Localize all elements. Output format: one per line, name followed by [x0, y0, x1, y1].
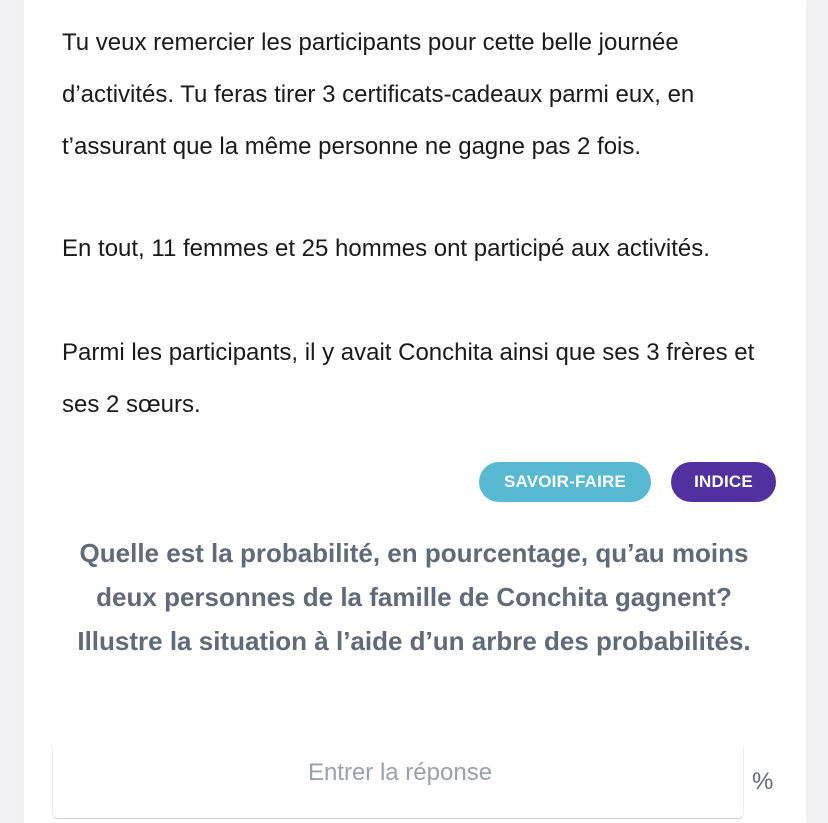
statement-paragraph-1: Tu veux remercier les participants pour cette belle journée d’activités. Tu feras tirer 3 certificats-cadeaux parmi eux, en t’assurant que la même personne ne gagne pas 2 fois.	[62, 29, 695, 160]
indice-button[interactable]: INDICE	[671, 462, 776, 502]
answer-input[interactable]	[53, 750, 747, 796]
answer-field-container	[52, 746, 744, 819]
savoir-faire-button[interactable]: SAVOIR-FAIRE	[479, 462, 651, 502]
statement-paragraph-3: Parmi les participants, il y avait Conchita ainsi que ses 3 frères et ses 2 sœurs.	[62, 339, 755, 418]
question-text: Quelle est la probabilité, en pourcentage, qu’au moins deux personnes de la famille de Conchita gagnent? Illustre la situation à l’aide d’un arbre des probabilités.	[77, 538, 751, 656]
exercise-card	[24, 0, 806, 823]
statement-paragraph-2: En tout, 11 femmes et 25 hommes ont participé aux activités.	[62, 235, 710, 262]
percent-unit-label: %	[752, 768, 774, 795]
